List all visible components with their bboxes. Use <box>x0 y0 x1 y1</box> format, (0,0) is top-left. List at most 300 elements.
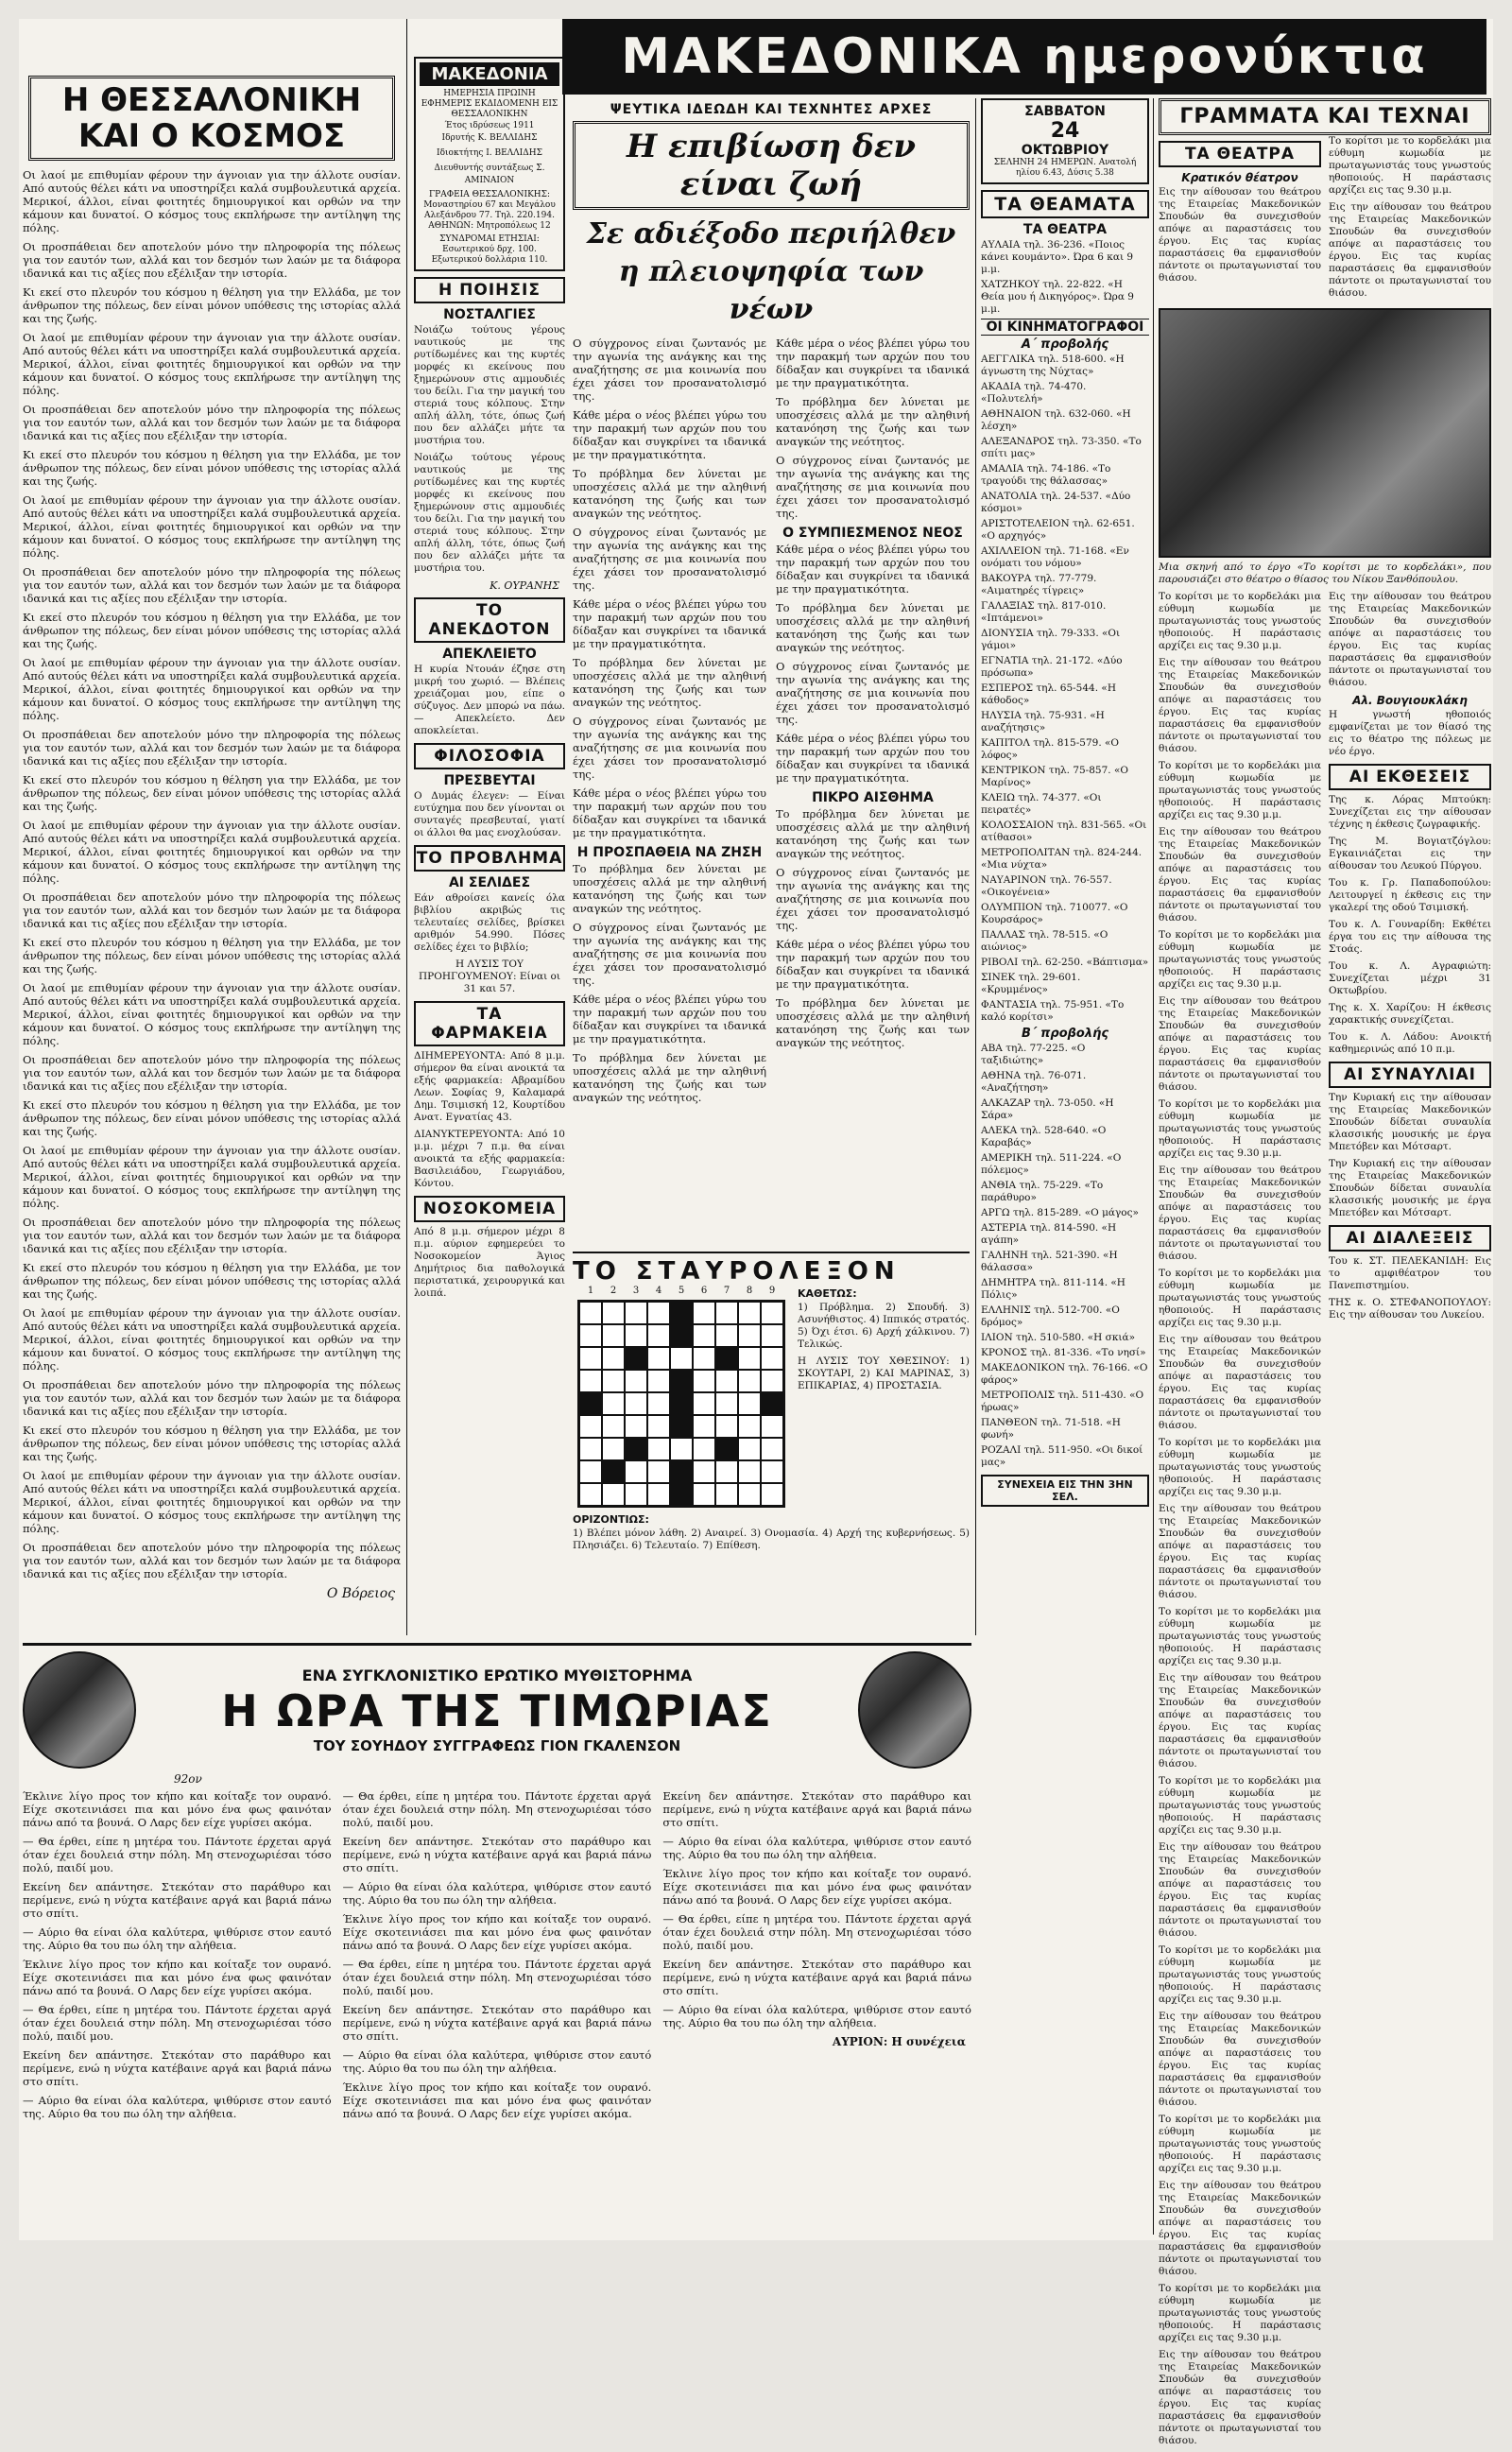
left-article-paragraph: Οι προσπάθειαι δεν αποτελούν μόνο την πληροφορία της πόλεως για τον εαυτόν των, αλλά και τον δεσμόν των λαών με τα διάφορα ιδανικά και τις αξίες που εξέλιξαν την ιστορία. <box>23 1053 401 1093</box>
left-article-paragraph: Οι προσπάθειαι δεν αποτελούν μόνο την πληροφορία της πόλεως για τον εαυτόν των, αλλά και τον δεσμόν των λαών με τα διάφορα ιδανικά και τις αξίες που εξέλιξαν την ιστορία. <box>23 728 401 768</box>
serial-paragraph: Εκείνη δεν απάντησε. Στεκόταν στο παράθυρο και περίμενε, ενώ η νύχτα κατέβαινε αργά και βαριά πάνω στο σπίτι. <box>662 1789 971 1829</box>
center-body: Κάθε μέρα ο νέος βλέπει γύρω του την παρακμή των αρχών που του δίδαξαν και συγκρίνει τα ιδανικά με την πραγματικότητα. <box>573 597 766 650</box>
letters-paragraph: Το κορίτσι με το κορδελάκι μια εύθυμη κωμωδία με πρωταγωνιστάς τους γνωστούς ηθοποιούς. Η παράστασις αρχίζει εις τας 9.30 μ.μ. <box>1159 1606 1321 1666</box>
crossword-cell <box>715 1460 738 1483</box>
crossword-black-cell <box>579 1392 602 1415</box>
left-article-paragraph: Οι προσπάθειαι δεν αποτελούν μόνο την πληροφορία της πόλεως για τον εαυτόν των, αλλά και τον δεσμόν των λαών με τα διάφορα ιδανικά και τις αξίες που εξέλιξαν την ιστορία. <box>23 240 401 280</box>
left-article-paragraph: Οι προσπάθειαι δεν αποτελούν μόνο την πληροφορία της πόλεως για τον εαυτόν των, αλλά και τον δεσμόν των λαών με τα διάφορα ιδανικά και τις αξίες που εξέλιξαν την ιστορία. <box>23 1541 401 1580</box>
crossword-black-cell <box>625 1347 647 1370</box>
masthead-founded: Έτος ιδρύσεως 1911 <box>444 121 535 130</box>
masthead-founder: Ιδρυτής Κ. ΒΕΛΛΙΔΗΣ <box>441 133 538 143</box>
crossword-black-cell <box>602 1460 625 1483</box>
crossword-cell <box>738 1324 761 1347</box>
exhibition-item: Του κ. Λ. Γουναρίδη: Εκθέτει έργα του εις την αίθουσα της Στοάς. <box>1329 919 1491 955</box>
center-kicker: ΨΕΥΤΙΚΑ ΙΔΕΩΔΗ ΚΑΙ ΤΕΧΝΗΤΕΣ ΑΡΧΕΣ <box>610 102 933 117</box>
crossword-cell <box>602 1415 625 1438</box>
center-body: Το πρόβλημα δεν λύνεται με υποσχέσεις αλλά με την αληθινή κατανόηση της ζωής και των αναγκών της νεότητος. <box>573 1051 766 1104</box>
right-column <box>1159 98 1491 2446</box>
letters-col-right <box>1329 135 1491 304</box>
cinema-listing: ΑΡΓΩ τηλ. 815-289. «Ο μάγος» <box>981 1207 1139 1218</box>
serial-author: ΤΟΥ ΣΟΥΗΔΟΥ ΣΥΓΓΡΑΦΕΩΣ ΓΙΟΝ ΓΚΑΛΕΝΣΟΝ <box>313 1736 681 1754</box>
letters-paragraph: Εις την αίθουσαν του θεάτρου της Εταιρείας Μακεδονικών Σπουδών θα συνεχισθούν απόψε αι παραστάσεις του έργου. Εις τας κυρίας παραστάσεις θα εμφανισθούν πάντοτε οι πρωταγωνισταί του θιάσου. <box>1159 1165 1321 1262</box>
crossword-cell <box>579 1460 602 1483</box>
crossword-black-cell <box>670 1415 693 1438</box>
crossword-cell <box>715 1302 738 1324</box>
crossword-cell <box>647 1438 670 1460</box>
left-article-signature: Ο Βόρειος <box>326 1586 395 1601</box>
masthead-editor: Διευθυντής συντάξεως Σ. ΑΜΙΝΑΙΟΝ <box>434 164 545 185</box>
crossword-vertical-head: ΚΑΘΕΤΩΣ: <box>798 1287 857 1300</box>
cinema-listing: ΠΑΛΛΑΣ τηλ. 78-515. «Ο αιώνιος» <box>981 929 1108 953</box>
center-body: Ο σύγχρονος είναι ζωντανός με την αγωνία της ανάγκης και της αναζήτησης σε μια κοινωνία που έχει χάσει τον προσανατολισμό της. <box>573 921 766 987</box>
serial-next: ΑΥΡΙΟΝ: Η συνέχεια <box>832 2035 966 2048</box>
serial-col <box>23 1789 332 2126</box>
center-body: Το πρόβλημα δεν λύνεται με υποσχέσεις αλλά με την αληθινή κατανόηση της ζωής και των αναγκών της νεότητος. <box>776 395 970 448</box>
letters-paragraph: Εις την αίθουσαν του θεάτρου της Εταιρείας Μακεδονικών Σπουδών θα συνεχισθούν απόψε αι παραστάσεις του έργου. Εις τας κυρίας παραστάσεις θα εμφανισθούν πάντοτε οι πρωταγωνισταί του θιάσου. <box>1329 591 1491 688</box>
left-article-title <box>28 76 395 161</box>
serial-paragraph: — Αύριο θα είναι όλα καλύτερα, ψιθύρισε στον εαυτό της. Αύριο θα του πω όλη την αλήθεια. <box>23 1925 332 1952</box>
crossword-cell <box>647 1483 670 1506</box>
exhibition-item: Του κ. Λ. Αγραφιώτη: Συνεχίζεται μέχρι 31 Οκτωβρίου. <box>1329 960 1491 996</box>
cinema-listing: ΚΡΟΝΟΣ τηλ. 81-336. «Το νησί» <box>981 1347 1146 1358</box>
crossword-cell <box>738 1347 761 1370</box>
crossword-cell <box>715 1415 738 1438</box>
masthead-left-box <box>414 57 565 271</box>
first-run-subheader: Α΄ προβολής <box>1021 337 1109 352</box>
crossword-cell <box>761 1302 783 1324</box>
letters-paragraph: Το κορίτσι με το κορδελάκι μια εύθυμη κωμωδία με πρωταγωνιστάς τους γνωστούς ηθοποιούς. Η παράστασις αρχίζει εις τας 9.30 μ.μ. <box>1159 760 1321 820</box>
cinema-listing: ΔΙΟΝΥΣΙΑ τηλ. 79-333. «Οι γάμοι» <box>981 628 1121 651</box>
lectures-text: ΤΗΣ κ. Ο. ΣΤΕΦΑΝΟΠΟΥΛΟΥ: Εις την αίθουσαν του Λυκείου. <box>1329 1297 1491 1321</box>
letters-lower-right <box>1329 591 1491 2452</box>
cinema-listing: ΑΜΕΡΙΚΗ τηλ. 511-224. «Ο πόλεμος» <box>981 1152 1122 1176</box>
poetry-text: Νοιάζω τούτους γέρους ναυτικούς με της ρυτίδωμένες και της κυρτές μορφές κι εκείνους που ξημερώνουν στις αμμουδιές του δείλι. Για την μαγική του στεριά τους κόλπους. Στην απλή άλλη, τότε, όπως ζωή που δεν αλλάζει μήτε τα μυστήρια του. <box>414 452 565 574</box>
lectures-text: Του κ. ΣΤ. ΠΕΛΕΚΑΝΙΔΗ: Εις το αμφιθέατρον του Πανεπιστημίου. <box>1329 1255 1491 1291</box>
crossword-black-cell <box>761 1392 783 1415</box>
center-body: Ο σύγχρονος είναι ζωντανός με την αγωνία της ανάγκης και της αναζήτησης σε μια κοινωνία που έχει χάσει τον προσανατολισμό της. <box>573 337 766 403</box>
theatre-listing: ΑΥΛΑΙΑ τηλ. 36-236. «Ποιος κάνει κουμάντο». Ώρα 6 και 9 μ.μ. <box>981 239 1134 275</box>
date-day: ΣΑΒΒΑΤΟΝ <box>1024 104 1106 119</box>
cinema-listing: ΑΣΤΕΡΙΑ τηλ. 814-590. «Η αγάπη» <box>981 1222 1117 1246</box>
poetry-signature: Κ. ΟΥΡΑΝΗΣ <box>490 579 559 592</box>
exhibition-item: Της Μ. Βογιατζόγλου: Εγκαινιάζεται εις την αίθουσαν του Λευκού Πύργου. <box>1329 836 1491 872</box>
cinema-listing: ΑΕΓΓΛΙΚΑ τηλ. 518-600. «Η άγνωστη της Νύχτας» <box>981 354 1125 377</box>
letters-paragraph: Εις την αίθουσαν του θεάτρου της Εταιρείας Μακεδονικών Σπουδών θα συνεχισθούν απόψε αι παραστάσεις του έργου. Εις τας κυρίας παραστάσεις θα εμφανισθούν πάντοτε οι πρωταγωνισταί του θιάσου. <box>1159 1334 1321 1431</box>
crossword-col-number: 2 <box>610 1286 617 1296</box>
left-article-paragraph: Οι λαοί με επιθυμίαν φέρουν την άγνοιαν για την άλλοτε ουσίαν. Από αυτούς θέλει κάτι να υποστηρίξει καλά συμβουλευτικά αρχεία. Μερικοί, άλλοι, είναι φοιτητές δημιουργικοί και ορθών να την κάμουν και δυνατοί. Ο κόσμος τους εκπλήρωσε την αντίληψη της πόλης. <box>23 1144 401 1210</box>
crossword-cell <box>579 1415 602 1438</box>
serial-paragraph: — Αύριο θα είναι όλα καλύτερα, ψιθύρισε στον εαυτό της. Αύριο θα του πω όλη την αλήθεια. <box>662 2003 971 2029</box>
cinema-listing: ΦΑΝΤΑΣΙΑ τηλ. 75-951. «Το καλό κορίτσι» <box>981 999 1125 1023</box>
center-column <box>573 98 970 1635</box>
cinema-listing: ΜΑΚΕΔΟΝΙΚΟΝ τηλ. 76-166. «Ο φάρος» <box>981 1362 1148 1386</box>
left-article-paragraph: Οι προσπάθειαι δεν αποτελούν μόνο την πληροφορία της πόλεως για τον εαυτόν των, αλλά και τον δεσμόν των λαών με τα διάφορα ιδανικά και τις αξίες που εξέλιξαν την ιστορία. <box>23 1378 401 1418</box>
crossword-horizontal-clues: 1) Βλέπει μόνον λάθη. 2) Αναιρεί. 3) Ονομασία. 4) Αρχή της κυβερνήσεως. 5) Πλησιάζει. 6) Τελευταίο. 7) Επίθεση. <box>573 1528 970 1551</box>
center-subheadline: Σε αδιέξοδο περιήλθεν η πλειοψηφία των νέων <box>586 217 956 326</box>
left-article-paragraph: Οι λαοί με επιθυμίαν φέρουν την άγνοιαν για την άλλοτε ουσίαν. Από αυτούς θέλει κάτι να υποστηρίξει καλά συμβουλευτικά αρχεία. Μερικοί, άλλοι, είναι φοιτητές δημιουργικοί και ορθών να την κάμουν και δυνατοί. Ο κόσμος τους εκπλήρωσε την αντίληψη της πόλης. <box>23 1469 401 1535</box>
cinemas-subheader: ΟΙ ΚΙΝΗΜΑΤΟΓΡΑΦΟΙ <box>981 319 1149 336</box>
cinema-listing: ΓΑΛΑΞΙΑΣ τηλ. 817-010. «Ιπτάμενοι» <box>981 600 1107 624</box>
crossword-cell <box>579 1483 602 1506</box>
crossword-cell <box>715 1324 738 1347</box>
crossword-cell <box>625 1483 647 1506</box>
cinema-listing: ΡΙΒΟΛΙ τηλ. 62-250. «Βάπτισμα» <box>981 957 1149 968</box>
cinema-listing: ΒΑΚΟΥΡΑ τηλ. 77-779. «Αιματηρές τίγρεις» <box>981 573 1097 596</box>
center-body: Το πρόβλημα δεν λύνεται με υποσχέσεις αλλά με την αληθινή κατανόηση της ζωής και των αναγκών της νεότητος. <box>776 601 970 654</box>
cinema-listing: ΟΛΥΜΠΙΟΝ τηλ. 710077. «Ο Κουρσάρος» <box>981 902 1128 925</box>
cinema-listing: ΑΘΗΝΑ τηλ. 76-071. «Αναζήτηση» <box>981 1070 1087 1094</box>
vougiouklaki-title: Αλ. Βουγιουκλάκη <box>1352 694 1468 707</box>
crossword-cell <box>738 1438 761 1460</box>
crossword-col-number: 6 <box>700 1286 708 1296</box>
letters-paragraph: Το κορίτσι με το κορδελάκι μια εύθυμη κωμωδία με πρωταγωνιστάς τους γνωστούς ηθοποιούς. Η παράστασις αρχίζει εις τας 9.30 μ.μ. <box>1159 591 1321 651</box>
letters-lower-left <box>1159 591 1321 2452</box>
crossword-cell <box>579 1438 602 1460</box>
crossword-black-cell <box>670 1302 693 1324</box>
crossword-cell <box>602 1483 625 1506</box>
poetry-title: ΝΟΣΤΑΛΓΙΕΣ <box>443 307 536 322</box>
serial-paragraph: Εκείνη δεν απάντησε. Στεκόταν στο παράθυρο και περίμενε, ενώ η νύχτα κατέβαινε αργά και βαριά πάνω στο σπίτι. <box>342 1835 652 1874</box>
center-body: Ο σύγχρονος είναι ζωντανός με την αγωνία της ανάγκης και της αναζήτησης σε μια κοινωνία που έχει χάσει τον προσανατολισμό της. <box>776 866 970 932</box>
crossword-col-number: 3 <box>632 1286 640 1296</box>
serial-episode: 92ον <box>174 1772 202 1786</box>
cinema-listing: ΑΝΑΤΟΛΙΑ τηλ. 24-537. «Δύο κόσμοι» <box>981 491 1131 514</box>
serial-paragraph: — Θα έρθει, είπε η μητέρα του. Πάντοτε έρχεται αργά όταν έχει δουλειά στην πόλη. Μη στενοχωριέσαι τόσο πολύ, παιδί μου. <box>662 1912 971 1952</box>
letters-paragraph: Εις την αίθουσαν του θεάτρου της Εταιρείας Μακεδονικών Σπουδών θα συνεχισθούν απόψε αι παραστάσεις του έργου. Εις τας κυρίας παραστάσεις θα εμφανισθούν πάντοτε οι πρωταγωνισταί του θιάσου. <box>1159 1841 1321 1939</box>
cinema-listing: ΑΝΘΙΑ τηλ. 75-229. «Το παράθυρο» <box>981 1180 1104 1203</box>
crossword-cell <box>602 1324 625 1347</box>
crossword-black-cell <box>670 1483 693 1506</box>
cinema-listing: ΑΡΙΣΤΟΤΕΛΕΙΟΝ τηλ. 62-651. «Ο αρχηγός» <box>981 518 1135 542</box>
center-body: Κάθε μέρα ο νέος βλέπει γύρω του την παρακμή των αρχών που του δίδαξαν και συγκρίνει τα ιδανικά με την πραγματικότητα. <box>776 732 970 785</box>
crossword-cell <box>738 1415 761 1438</box>
cinema-listing: ΔΗΜΗΤΡΑ τηλ. 811-114. «Η Πόλις» <box>981 1277 1125 1301</box>
crossword-cell <box>625 1392 647 1415</box>
crossword-cell <box>761 1460 783 1483</box>
cinema-listing: ΑΜΑΛΙΑ τηλ. 74-186. «Το τραγούδι της θάλασσας» <box>981 463 1111 487</box>
cinema-listing: ΚΕΝΤΡΙΚΟΝ τηλ. 75-857. «Ο Μαρίνος» <box>981 765 1128 788</box>
letters-paragraph: Εις την αίθουσαν του θεάτρου της Εταιρείας Μακεδονικών Σπουδών θα συνεχισθούν απόψε αι παραστάσεις του έργου. Εις τας κυρίας παραστάσεις θα εμφανισθούν πάντοτε οι πρωταγωνισταί του θιάσου. <box>1159 1672 1321 1770</box>
column-rule <box>406 19 407 1635</box>
serial-paragraph: — Θα έρθει, είπε η μητέρα του. Πάντοτε έρχεται αργά όταν έχει δουλειά στην πόλη. Μη στενοχωριέσαι τόσο πολύ, παιδί μου. <box>23 1835 332 1874</box>
hospitals-header: ΝΟΣΟΚΟΜΕΙΑ <box>414 1196 565 1222</box>
crossword-col-number: 5 <box>678 1286 685 1296</box>
crossword-black-cell <box>670 1392 693 1415</box>
letters-paragraph: Το κορίτσι με το κορδελάκι μια εύθυμη κωμωδία με πρωταγωνιστάς τους γνωστούς ηθοποιούς. Η παράστασις αρχίζει εις τας 9.30 μ.μ. <box>1159 2114 1321 2174</box>
cinema-listing: ΙΛΙΟΝ τηλ. 510-580. «Η σκιά» <box>981 1332 1136 1343</box>
concerts-text: Την Κυριακή εις την αίθουσαν της Εταιρείας Μακεδονικών Σπουδών δίδεται συναυλία κλασσικής μουσικής με έργα Μπετόβεν και Μότσαρτ. <box>1329 1092 1491 1152</box>
cinema-listing: ΗΛΥΣΙΑ τηλ. 75-931. «Η αναζήτησις» <box>981 710 1105 734</box>
anecdote-title: ΑΠΕΚΛΕΙΕΤΟ <box>442 647 537 662</box>
serial-title: Η ΩΡΑ ΤΗΣ ΤΙΜΩΡΙΑΣ <box>221 1684 773 1736</box>
serial-paragraph: — Θα έρθει, είπε η μητέρα του. Πάντοτε έρχεται αργά όταν έχει δουλειά στην πόλη. Μη στενοχωριέσαι τόσο πολύ, παιδί μου. <box>23 2003 332 2043</box>
crossword-cell <box>647 1460 670 1483</box>
crossword-cell <box>693 1370 715 1392</box>
problem-answer: Η ΛΥΣΙΣ ΤΟΥ ΠΡΟΗΓΟΥΜΕΝΟΥ: Είναι οι 31 και 57. <box>419 958 560 994</box>
newspaper-logo: ΜΑΚΕΔΟΝΙΑ <box>420 62 559 86</box>
letters-paragraph: Εις την αίθουσαν του θεάτρου της Εταιρείας Μακεδονικών Σπουδών θα συνεχισθούν απόψε αι παραστάσεις του έργου. Εις τας κυρίας παραστάσεις θα εμφανισθούν πάντοτε οι πρωταγωνισταί του θιάσου. <box>1159 186 1321 284</box>
exhibitions-header: ΑΙ ΕΚΘΕΣΕΙΣ <box>1329 764 1491 790</box>
crossword-black-cell <box>715 1438 738 1460</box>
crossword-cell <box>602 1302 625 1324</box>
crossword-cell <box>579 1302 602 1324</box>
serial-paragraph: — Θα έρθει, είπε η μητέρα του. Πάντοτε έρχεται αργά όταν έχει δουλειά στην πόλη. Μη στενοχωριέσαι τόσο πολύ, παιδί μου. <box>342 1958 652 1997</box>
masthead-banner: ΜΑΚΕΔΟΝΙΚΑ ημερονύκτια <box>562 19 1486 95</box>
left-article-paragraph: Κι εκεί στο πλευρόν του κόσμου η θέληση για την Ελλάδα, με τον άνθρωπον της πόλεως, δεν είναι μόνον υπόθεσις της ιστορίας αλλά και της ζωής. <box>23 1098 401 1138</box>
letters-paragraph: Εις την αίθουσαν του θεάτρου της Εταιρείας Μακεδονικών Σπουδών θα συνεχισθούν απόψε αι παραστάσεις του έργου. Εις τας κυρίας παραστάσεις θα εμφανισθούν πάντοτε οι πρωταγωνισταί του θιάσου. <box>1159 995 1321 1093</box>
left-article-paragraph: Οι λαοί με επιθυμίαν φέρουν την άγνοιαν για την άλλοτε ουσίαν. Από αυτούς θέλει κάτι να υποστηρίξει καλά συμβουλευτικά αρχεία. Μερικοί, άλλοι, είναι φοιτητές δημιουργικοί και ορθών να την κάμουν και δυνατοί. Ο κόσμος τους εκπλήρωσε την αντίληψη της πόλης. <box>23 493 401 560</box>
cinema-listing: ΑΒΑ τηλ. 77-225. «Ο ταξιδιώτης» <box>981 1043 1086 1066</box>
cinema-listing: ΜΕΤΡΟΠΟΛΙΣ τηλ. 511-430. «Ο ήρωας» <box>981 1390 1144 1413</box>
center-body: Ο σύγχρονος είναι ζωντανός με την αγωνία της ανάγκης και της αναζήτησης σε μια κοινωνία που έχει χάσει τον προσανατολισμό της. <box>573 526 766 592</box>
serial-paragraph: Έκλινε λίγο προς τον κήπο και κοίταξε τον ουρανό. Είχε σκοτεινιάσει πια και μόνο ένα φως φαινόταν πάνω από τα βουνά. Ο Λαρς δεν είχε γυρίσει ακόμα. <box>342 1912 652 1952</box>
left-article-title-text: Η ΘΕΣΣΑΛΟΝΙΚΗ ΚΑΙ Ο ΚΟΣΜΟΣ <box>61 81 362 155</box>
problem-title: ΑΙ ΣΕΛΙΔΕΣ <box>448 875 531 890</box>
serial-paragraph: — Αύριο θα είναι όλα καλύτερα, ψιθύρισε στον εαυτό της. Αύριο θα του πω όλη την αλήθεια. <box>662 1835 971 1861</box>
philosophy-title: ΠΡΕΣΒΕΥΤΑΙ <box>443 773 536 788</box>
serial-text-columns <box>23 1789 971 2126</box>
problem-text: Εάν αθροίσει κανείς όλα βιβλίου ακριβώς τις τελευταίες σελίδες, βρίσκει αριθμόν 54.990. Πόσες σελίδες έχει το βιβλίο; <box>414 892 565 953</box>
serial-paragraph: Εκείνη δεν απάντησε. Στεκόταν στο παράθυρο και περίμενε, ενώ η νύχτα κατέβαινε αργά και βαριά πάνω στο σπίτι. <box>23 2048 332 2088</box>
cinema-listing: ΑΛΕΞΑΝΔΡΟΣ τηλ. 73-350. «Το σπίτι μας» <box>981 436 1142 459</box>
left-article-paragraph: Οι λαοί με επιθυμίαν φέρουν την άγνοιαν για την άλλοτε ουσίαν. Από αυτούς θέλει κάτι να υποστηρίξει καλά συμβουλευτικά αρχεία. Μερικοί, άλλοι, είναι φοιτητές δημιουργικοί και ορθών να την κάμουν και δυνατοί. Ο κόσμος τους εκπλήρωσε την αντίληψη της πόλης. <box>23 656 401 722</box>
serial-paragraph: Έκλινε λίγο προς τον κήπο και κοίταξε τον ουρανό. Είχε σκοτεινιάσει πια και μόνο ένα φως φαινόταν πάνω από τα βουνά. Ο Λαρς δεν είχε γυρίσει ακόμα. <box>342 2081 652 2120</box>
left-article-paragraph: Οι λαοί με επιθυμίαν φέρουν την άγνοιαν για την άλλοτε ουσίαν. Από αυτούς θέλει κάτι να υποστηρίξει καλά συμβουλευτικά αρχεία. Μερικοί, άλλοι, είναι φοιτητές δημιουργικοί και ορθών να την κάμουν και δυνατοί. Ο κόσμος τους εκπλήρωσε την αντίληψη της πόλης. <box>23 168 401 234</box>
left-article-paragraph: Κι εκεί στο πλευρόν του κόσμου η θέληση για την Ελλάδα, με τον άνθρωπον της πόλεως, δεν είναι μόνον υπόθεσις της ιστορίας αλλά και της ζωής. <box>23 611 401 650</box>
serial-paragraph: Έκλινε λίγο προς τον κήπο και κοίταξε τον ουρανό. Είχε σκοτεινιάσει πια και μόνο ένα φως φαινόταν πάνω από τα βουνά. Ο Λαρς δεν είχε γυρίσει ακόμα. <box>23 1789 332 1829</box>
crossword-cell <box>602 1438 625 1460</box>
letters-paragraph: Εις την αίθουσαν του θεάτρου της Εταιρείας Μακεδονικών Σπουδών θα συνεχισθούν απόψε αι παραστάσεις του έργου. Εις τας κυρίας παραστάσεις θα εμφανισθούν πάντοτε οι πρωταγωνισταί του θιάσου. <box>1159 2349 1321 2446</box>
crossword-grid <box>577 1300 785 1508</box>
center-headline: Η επιβίωση δεν είναι ζωή <box>627 128 916 203</box>
crossword-cell <box>761 1483 783 1506</box>
serial-col <box>343 1789 652 2126</box>
left-article-paragraph: Οι λαοί με επιθυμίαν φέρουν την άγνοιαν για την άλλοτε ουσίαν. Από αυτούς θέλει κάτι να υποστηρίξει καλά συμβουλευτικά αρχεία. Μερικοί, άλλοι, είναι φοιτητές δημιουργικοί και ορθών να την κάμουν και δυνατοί. Ο κόσμος τους εκπλήρωσε την αντίληψη της πόλης. <box>23 981 401 1047</box>
crossword-cell <box>602 1392 625 1415</box>
crossword-cell <box>602 1370 625 1392</box>
letters-paragraph: Εις την αίθουσαν του θεάτρου της Εταιρείας Μακεδονικών Σπουδών θα συνεχισθούν απόψε αι παραστάσεις του έργου. Εις τας κυρίας παραστάσεις θα εμφανισθούν πάντοτε οι πρωταγωνισταί του θιάσου. <box>1329 201 1491 299</box>
left-article-paragraph: Κι εκεί στο πλευρόν του κόσμου η θέληση για την Ελλάδα, με τον άνθρωπον της πόλεως, δεν είναι μόνον υπόθεσις της ιστορίας αλλά και της ζωής. <box>23 936 401 976</box>
cinema-listing: ΕΛΛΗΝΙΣ τηλ. 512-700. «Ο δρόμος» <box>981 1304 1120 1328</box>
cinema-listing: ΚΟΛΟΣΣΑΙΟΝ τηλ. 831-565. «Οι ατίθασοι» <box>981 820 1147 843</box>
crossword-cell <box>738 1392 761 1415</box>
center-kids-head: Ο ΣΥΜΠΙΕΣΜΕΝΟΣ ΝΕΟΣ <box>782 526 963 541</box>
second-run-subheader: Β΄ προβολής <box>1021 1027 1109 1041</box>
crossword-cell <box>761 1324 783 1347</box>
letters-paragraph: Το κορίτσι με το κορδελάκι μια εύθυμη κωμωδία με πρωταγωνιστάς τους γνωστούς ηθοποιούς. Η παράστασις αρχίζει εις τας 9.30 μ.μ. <box>1159 1268 1321 1328</box>
serial-paragraph: — Αύριο θα είναι όλα καλύτερα, ψιθύρισε στον εαυτό της. Αύριο θα του πω όλη την αλήθεια. <box>23 2094 332 2120</box>
crossword-cell <box>693 1302 715 1324</box>
date-month: ΟΚΤΩΒΡΙΟΥ <box>1021 143 1109 158</box>
letters-paragraph: Το κορίτσι με το κορδελάκι μια εύθυμη κωμωδία με πρωταγωνιστάς τους γνωστούς ηθοποιούς. Η παράστασις αρχίζει εις τας 9.30 μ.μ. <box>1159 2283 1321 2343</box>
pharmacies-header: ΤΑ ΦΑΡΜΑΚΕΙΑ <box>414 1001 565 1046</box>
left-article-paragraph: Οι προσπάθειαι δεν αποτελούν μόνο την πληροφορία της πόλεως για τον εαυτόν των, αλλά και τον δεσμόν των λαών με τα διάφορα ιδανικά και τις αξίες που εξέλιξαν την ιστορία. <box>23 403 401 442</box>
crossword-cell <box>625 1415 647 1438</box>
center-body: Το πρόβλημα δεν λύνεται με υποσχέσεις αλλά με την αληθινή κατανόηση της ζωής και των αναγκών της νεότητος. <box>776 996 970 1049</box>
center-headline-box <box>573 121 970 210</box>
masthead-owner: Ιδιοκτήτης Ι. ΒΕΛΛΙΔΗΣ <box>437 148 542 158</box>
cinema-listing: ΕΣΠΕΡΟΣ τηλ. 65-544. «Η κάθοδος» <box>981 682 1116 706</box>
center-body: Κάθε μέρα ο νέος βλέπει γύρω του την παρακμή των αρχών που του δίδαξαν και συγκρίνει τα ιδανικά με την πραγματικότητα. <box>573 408 766 461</box>
center-body: Κάθε μέρα ο νέος βλέπει γύρω του την παρακμή των αρχών που του δίδαξαν και συγκρίνει τα ιδανικά με την πραγματικότητα. <box>776 543 970 596</box>
letters-paragraph: Το κορίτσι με το κορδελάκι μια εύθυμη κωμωδία με πρωταγωνιστάς τους γνωστούς ηθοποιούς. Η παράστασις αρχίζει εις τας 9.30 μ.μ. <box>1159 1944 1321 2005</box>
crossword-col-number: 8 <box>746 1286 753 1296</box>
crossword-number-row <box>579 1286 783 1296</box>
cinema-listing: ΚΛΕΙΩ τηλ. 74-377. «Οι πειρατές» <box>981 792 1102 816</box>
cinema-listing: ΜΕΤΡΟΠΟΛΙΤΑΝ τηλ. 824-244. «Μια νύχτα» <box>981 847 1143 871</box>
spectacles-header: ΤΑ ΘΕΑΜΑΤΑ <box>981 190 1149 218</box>
second-column <box>414 19 565 1635</box>
letters-theatres-subheader: ΤΑ ΘΕΑΤΡΑ <box>1159 141 1321 167</box>
cinema-listing: ΑΚΑΔΙΑ τηλ. 74-470. «Πολυτελή» <box>981 381 1087 405</box>
letters-paragraph: Εις την αίθουσαν του θεάτρου της Εταιρείας Μακεδονικών Σπουδών θα συνεχισθούν απόψε αι παραστάσεις του έργου. Εις τας κυρίας παραστάσεις θα εμφανισθούν πάντοτε οι πρωταγωνισταί του θιάσου. <box>1159 2011 1321 2108</box>
crossword-cell <box>693 1483 715 1506</box>
crossword-cell <box>738 1370 761 1392</box>
poetry-header: Η ΠΟΙΗΣΙΣ <box>414 277 565 303</box>
crossword-cell <box>738 1483 761 1506</box>
crossword-cell <box>761 1438 783 1460</box>
date-number: 24 <box>1050 119 1080 143</box>
left-article-paragraph: Οι προσπάθειαι δεν αποτελούν μόνο την πληροφορία της πόλεως για τον εαυτόν των, αλλά και τον δεσμόν των λαών με τα διάφορα ιδανικά και τις αξίες που εξέλιξαν την ιστορία. <box>23 1216 401 1255</box>
letters-paragraph: Το κορίτσι με το κορδελάκι μια εύθυμη κωμωδία με πρωταγωνιστάς τους γνωστούς ηθοποιούς. Η παράστασις αρχίζει εις τας 9.30 μ.μ. <box>1159 929 1321 990</box>
crossword-cell <box>647 1302 670 1324</box>
serial-paragraph: — Θα έρθει, είπε η μητέρα του. Πάντοτε έρχεται αργά όταν έχει δουλειά στην πόλη. Μη στενοχωριέσαι τόσο πολύ, παιδί μου. <box>342 1789 652 1829</box>
center-body: Το πρόβλημα δεν λύνεται με υποσχέσεις αλλά με την αληθινή κατανόηση της ζωής και των αναγκών της νεότητος. <box>573 467 766 520</box>
crossword-cell <box>625 1302 647 1324</box>
masthead-tagline: ΗΜΕΡΗΣΙΑ ΠΡΩΙΝΗ ΕΦΗΜΕΡΙΣ ΕΚΔΙΔΟΜΕΝΗ ΕΙΣ ΘΕΣΣΑΛΟΝΙΚΗΝ <box>421 89 558 119</box>
letters-paragraph: Εις την αίθουσαν του θεάτρου της Εταιρείας Μακεδονικών Σπουδών θα συνεχισθούν απόψε αι παραστάσεις του έργου. Εις τας κυρίας παραστάσεις θα εμφανισθούν πάντοτε οι πρωταγωνισταί του θιάσου. <box>1159 826 1321 924</box>
crossword-cell <box>579 1370 602 1392</box>
serial-col <box>662 1789 971 2126</box>
poetry-text: Νοιάζω τούτους γέρους ναυτικούς με της ρυτίδωμένες και της κυρτές μορφές κι εκείνους που ξημερώνουν στις αμμουδιές του δείλι. Για την μαγική του στεριά τους κόλπους. Στην απλή άλλη, τότε, όπως ζωή που δεν αλλάζει μήτε τα μυστήρια του. <box>414 324 565 446</box>
man-portrait-illustration <box>858 1651 971 1769</box>
crossword-cell <box>715 1392 738 1415</box>
theatre-column <box>981 98 1149 2235</box>
serial-kicker: ΕΝΑ ΣΥΓΚΛΟΝΙΣΤΙΚΟ ΕΡΩΤΙΚΟ ΜΥΘΙΣΤΟΡΗΜΑ <box>301 1666 693 1684</box>
center-body: Κάθε μέρα ο νέος βλέπει γύρω του την παρακμή των αρχών που του δίδαξαν και συγκρίνει τα ιδανικά με την πραγματικότητα. <box>573 786 766 839</box>
cinema-listing: ΑΛΕΚΑ τηλ. 528-640. «Ο Καραβάς» <box>981 1125 1107 1148</box>
left-column <box>23 19 401 1635</box>
letters-paragraph: Το κορίτσι με το κορδελάκι μια εύθυμη κωμωδία με πρωταγωνιστάς τους γνωστούς ηθοποιούς. Η παράστασις αρχίζει εις τας 9.30 μ.μ. <box>1159 1437 1321 1497</box>
center-body: Ο σύγχρονος είναι ζωντανός με την αγωνία της ανάγκης και της αναζήτησης σε μια κοινωνία που έχει χάσει τον προσανατολισμό της. <box>776 454 970 520</box>
crossword-cell <box>693 1347 715 1370</box>
center-body: Ο σύγχρονος είναι ζωντανός με την αγωνία της ανάγκης και της αναζήτησης σε μια κοινωνία που έχει χάσει τον προσανατολισμό της. <box>573 715 766 781</box>
crossword-cell <box>693 1460 715 1483</box>
serial-paragraph: Έκλινε λίγο προς τον κήπο και κοίταξε τον ουρανό. Είχε σκοτεινιάσει πια και μόνο ένα φως φαινόταν πάνω από τα βουνά. Ο Λαρς δεν είχε γυρίσει ακόμα. <box>662 1867 971 1907</box>
crossword-cell <box>761 1370 783 1392</box>
theatre-scene-photo <box>1159 308 1491 558</box>
theatres-subheader: ΤΑ ΘΕΑΤΡΑ <box>1022 222 1108 237</box>
pharmacies-night: ΔΙΑΝΥΚΤΕΡΕΥΟΝΤΑ: Από 10 μ.μ. μέχρι 7 π.μ. θα είναι ανοικτά τα εξής φαρμακεία: Βασιλειάδου, Γεωργιάδου, Κόντου. <box>414 1129 565 1189</box>
crossword-cell <box>738 1302 761 1324</box>
left-article-paragraph: Κι εκεί στο πλευρόν του κόσμου η θέληση για την Ελλάδα, με τον άνθρωπον της πόλεως, δεν είναι μόνον υπόθεσις της ιστορίας αλλά και της ζωής. <box>23 1261 401 1301</box>
concerts-header: ΑΙ ΣΥΝΑΥΛΙΑΙ <box>1329 1062 1491 1088</box>
crossword-cell <box>625 1324 647 1347</box>
crossword-col-number: 7 <box>723 1286 730 1296</box>
crossword-cell <box>693 1324 715 1347</box>
crossword-cell <box>647 1324 670 1347</box>
problem-header: ΤΟ ΠΡΟΒΛΗΜΑ <box>414 845 565 872</box>
left-article-paragraph: Οι λαοί με επιθυμίαν φέρουν την άγνοιαν για την άλλοτε ουσίαν. Από αυτούς θέλει κάτι να υποστηρίξει καλά συμβουλευτικά αρχεία. Μερικοί, άλλοι, είναι φοιτητές δημιουργικοί και ορθών να την κάμουν και δυνατοί. Ο κόσμος τους εκπλήρωσε την αντίληψη της πόλης. <box>23 331 401 397</box>
date-info: ΣΕΛΗΝΗ 24 ΗΜΕΡΩΝ. Ανατολή ηλίου 6.43, Δύσις 5.38 <box>993 158 1137 178</box>
crossword-cell <box>625 1460 647 1483</box>
letters-paragraph: Εις την αίθουσαν του θεάτρου της Εταιρείας Μακεδονικών Σπουδών θα συνεχισθούν απόψε αι παραστάσεις του έργου. Εις τας κυρίας παραστάσεις θα εμφανισθούν πάντοτε οι πρωταγωνισταί του θιάσου. <box>1159 1503 1321 1600</box>
left-article-paragraph: Οι προσπάθειαι δεν αποτελούν μόνο την πληροφορία της πόλεως για τον εαυτόν των, αλλά και τον δεσμόν των λαών με τα διάφορα ιδανικά και τις αξίες που εξέλιξαν την ιστορία. <box>23 565 401 605</box>
crossword-black-cell <box>670 1460 693 1483</box>
crossword-grid-area <box>573 1286 790 1511</box>
center-body: Κάθε μέρα ο νέος βλέπει γύρω του την παρακμή των αρχών που του δίδαξαν και συγκρίνει τα ιδανικά με την πραγματικότητα. <box>776 337 970 389</box>
column-rule <box>975 98 976 1635</box>
cinema-listing: ΝΑΥΑΡΙΝΟΝ τηλ. 76-557. «Οικογένεια» <box>981 874 1112 898</box>
state-theatre-title: Κρατικόν θέατρον <box>1181 171 1298 184</box>
serial-title-block <box>136 1666 858 1754</box>
serial-paragraph: — Αύριο θα είναι όλα καλύτερα, ψιθύρισε στον εαυτό της. Αύριο θα του πω όλη την αλήθεια. <box>342 1880 652 1907</box>
letters-arts-header: ΓΡΑΜΜΑΤΑ ΚΑΙ ΤΕΧΝΑΙ <box>1159 98 1491 135</box>
letters-paragraph: Το κορίτσι με το κορδελάκι μια εύθυμη κωμωδία με πρωταγωνιστάς τους γνωστούς ηθοποιούς. Η παράστασις αρχίζει εις τας 9.30 μ.μ. <box>1159 1098 1321 1159</box>
continued-footer: ΣΥΝΕΧΕΙΑ ΕΙΣ ΤΗΝ 3ΗΝ ΣΕΛ. <box>981 1475 1149 1507</box>
pharmacies-text: ΔΙΗΜΕΡΕΥΟΝΤΑ: Από 8 μ.μ. σήμερον θα είναι ανοικτά τα εξής φαρμακεία: Αβραμίδου Λεων. Σοφίας 9, Καλαμαρά Δημ. Τσιμισκή 12, Κουρτίδου Ανατ. Εγνατίας 43. <box>414 1050 565 1123</box>
left-article-paragraph: Κι εκεί στο πλευρόν του κόσμου η θέληση για την Ελλάδα, με τον άνθρωπον της πόλεως, δεν είναι μόνον υπόθεσις της ιστορίας αλλά και της ζωής. <box>23 448 401 488</box>
newspaper-page <box>19 19 1493 2446</box>
exhibition-item: Της κ. Χ. Χαρίζου: Η έκθεσις χαρακτικής συνεχίζεται. <box>1329 1002 1491 1026</box>
letters-paragraph: Εις την αίθουσαν του θεάτρου της Εταιρείας Μακεδονικών Σπουδών θα συνεχισθούν απόψε αι παραστάσεις του έργου. Εις τας κυρίας παραστάσεις θα εμφανισθούν πάντοτε οι πρωταγωνισταί του θιάσου. <box>1159 2180 1321 2277</box>
center-body: Ο σύγχρονος είναι ζωντανός με την αγωνία της ανάγκης και της αναζήτησης σε μια κοινωνία που έχει χάσει τον προσανατολισμό της. <box>776 660 970 726</box>
cinema-listing: ΡΟΖΑΛΙ τηλ. 511-950. «Οι δικοί μας» <box>981 1444 1143 1468</box>
masthead-subscriptions: ΣΥΝΔΡΟΜΑΙ ΕΤΗΣΙΑΙ: Εσωτερικού δρχ. 100. Εξωτερικού δολλάρια 110. <box>431 234 548 265</box>
center-body: Το πρόβλημα δεν λύνεται με υποσχέσεις αλλά με την αληθινή κατανόηση της ζωής και των αναγκών της νεότητος. <box>573 862 766 915</box>
cinema-listing: ΑΧΙΛΛΕΙΟΝ τηλ. 71-168. «Εν ονόματι του νόμου» <box>981 545 1129 569</box>
letters-paragraph: Η γνωστή ηθοποιός εμφανίζεται με τον θίασό της εις το θέατρο της πόλεως με νέο έργο. <box>1329 709 1491 757</box>
crossword-cell <box>761 1347 783 1370</box>
left-article-paragraph: Οι προσπάθειαι δεν αποτελούν μόνο την πληροφορία της πόλεως για τον εαυτόν των, αλλά και τον δεσμόν των λαών με τα διάφορα ιδανικά και τις αξίες που εξέλιξαν την ιστορία. <box>23 890 401 930</box>
serial-banner <box>23 1651 971 1769</box>
anecdote-header: ΤΟ ΑΝΕΚΔΟΤΟΝ <box>414 597 565 643</box>
crossword-cell <box>715 1483 738 1506</box>
crossword-cell <box>761 1415 783 1438</box>
serial-novel-section <box>23 1643 971 2237</box>
crossword-cell <box>647 1415 670 1438</box>
letters-paragraph: Το κορίτσι με το κορδελάκι μια εύθυμη κωμωδία με πρωταγωνιστάς τους γνωστούς ηθοποιούς. Η παράστασις αρχίζει εις τας 9.30 μ.μ. <box>1329 135 1491 196</box>
crossword-col-number: 1 <box>587 1286 594 1296</box>
crossword-black-cell <box>715 1347 738 1370</box>
letters-paragraph: Εις την αίθουσαν του θεάτρου της Εταιρείας Μακεδονικών Σπουδών θα συνεχισθούν απόψε αι παραστάσεις του έργου. Εις τας κυρίας παραστάσεις θα εμφανισθούν πάντοτε οι πρωταγωνισταί του θιάσου. <box>1159 657 1321 754</box>
serial-paragraph: Έκλινε λίγο προς τον κήπο και κοίταξε τον ουρανό. Είχε σκοτεινιάσει πια και μόνο ένα φως φαινόταν πάνω από τα βουνά. Ο Λαρς δεν είχε γυρίσει ακόμα. <box>23 1958 332 1997</box>
crossword-cell <box>579 1347 602 1370</box>
cinema-listing: ΑΛΚΑΖΑΡ τηλ. 73-050. «Η Σάρα» <box>981 1097 1114 1121</box>
masthead-offices: ΓΡΑΦΕΙΑ ΘΕΣΣΑΛΟΝΙΚΗΣ: Μοναστηρίου 67 και Μεγάλου Αλεξάνδρου 77. Τηλ. 220.194. ΑΘΗΝΩΝ: Μητροπόλεως 12 <box>423 190 556 231</box>
serial-paragraph: Εκείνη δεν απάντησε. Στεκόταν στο παράθυρο και περίμενε, ενώ η νύχτα κατέβαινε αργά και βαριά πάνω στο σπίτι. <box>662 1958 971 1997</box>
crossword-cell <box>693 1415 715 1438</box>
left-article-paragraph: Οι λαοί με επιθυμίαν φέρουν την άγνοιαν για την άλλοτε ουσίαν. Από αυτούς θέλει κάτι να υποστηρίξει καλά συμβουλευτικά αρχεία. Μερικοί, άλλοι, είναι φοιτητές δημιουργικοί και ορθών να την κάμουν και δυνατοί. Ο κόσμος τους εκπλήρωσε την αντίληψη της πόλης. <box>23 1306 401 1373</box>
crossword-cell <box>579 1324 602 1347</box>
crossword-cell <box>670 1347 693 1370</box>
center-escape-head: Η ΠΡΟΣΠΑΘΕΙΑ ΝΑ ΖΗΣΗ <box>576 845 763 860</box>
cinema-listing: ΑΘΗΝΑΙΟΝ τηλ. 632-060. «Η λέσχη» <box>981 408 1131 432</box>
crossword-black-cell <box>625 1438 647 1460</box>
center-text-col-right <box>776 337 970 1110</box>
crossword-cell <box>602 1347 625 1370</box>
cinema-listing: ΓΑΛΗΝΗ τηλ. 521-390. «Η θάλασσα» <box>981 1250 1118 1273</box>
date-box <box>981 98 1149 184</box>
anecdote-text: Η κυρία Ντουάν έζησε στη μικρή του χωριό. — Βλέπεις χρειάζομαι μου, είπε ο σύζυγος. Δεν μπορώ να πάω. — Απεκλείετο. Δεν αποκλείεται. <box>414 664 565 736</box>
crossword-cell <box>693 1438 715 1460</box>
letters-paragraph: Το κορίτσι με το κορδελάκι μια εύθυμη κωμωδία με πρωταγωνιστάς τους γνωστούς ηθοποιούς. Η παράστασις αρχίζει εις τας 9.30 μ.μ. <box>1159 1775 1321 1836</box>
theatre-listing: ΧΑΤΖΗΚΟΥ τηλ. 22-822. «Η Θεία μου ή Δικηγόρος». Ώρα 9 μ.μ. <box>981 279 1134 315</box>
exhibition-item: Του κ. Λ. Λάδου: Ανοικτή καθημερινώς από 10 π.μ. <box>1329 1031 1491 1055</box>
crossword-black-cell <box>670 1370 693 1392</box>
crossword-horizontal-head: ΟΡΙΖΟΝΤΙΩΣ: <box>573 1513 649 1526</box>
serial-paragraph: Εκείνη δεν απάντησε. Στεκόταν στο παράθυρο και περίμενε, ενώ η νύχτα κατέβαινε αργά και βαριά πάνω στο σπίτι. <box>23 1880 332 1920</box>
